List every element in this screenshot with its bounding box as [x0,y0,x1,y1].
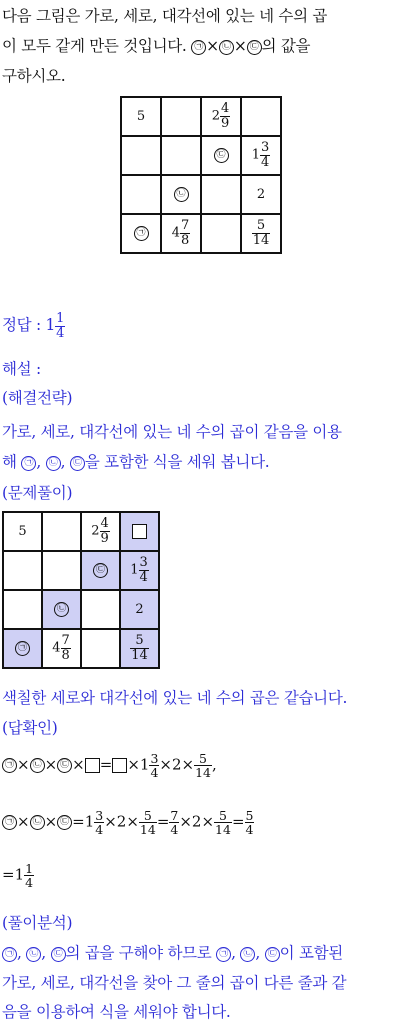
times-sign: × [44,812,58,831]
mixed-whole: 2 [211,109,220,124]
times-sign: × [17,755,30,774]
grid-cell [241,175,281,214]
blank-box-icon [85,758,100,773]
explanation-label: 해설 : [2,360,41,378]
fraction [61,634,71,662]
denominator: 14 [215,822,231,838]
eq-text: ×2× [159,755,195,774]
grid-cell [241,97,281,136]
times-sign: × [17,812,30,831]
fraction [245,809,255,836]
grid-cell [161,136,201,175]
grid-cell [42,629,81,668]
grid-cell [201,136,241,175]
denominator: 4 [139,570,148,585]
numerator: 7 [181,218,190,234]
answer-fraction [55,312,65,340]
eq-text: ×2× [104,812,139,831]
solve-heading: (문제풀이) [2,484,73,502]
cell-value: 5 [136,109,146,124]
grid-cell [201,97,241,136]
eq-text: , [211,755,217,774]
grid-cell-shaded [3,629,42,668]
fraction [139,556,149,584]
denominator: 14 [195,765,211,781]
strategy-line-1: 가로, 세로, 대각선에 있는 네 수의 곱이 같음을 이용 [2,423,342,441]
solution-grid [2,511,160,669]
circle-giyeok-icon: ㉠ [134,226,149,241]
numerator: 7 [170,808,179,823]
numerator: 3 [139,555,148,571]
equation-2 [2,809,254,836]
strategy-text: 해 [2,453,22,471]
circle-nieun-icon: ㉡ [30,758,45,773]
answer-label: 정답 : [2,316,46,335]
strategy-text: 을 포함한 식을 세워 봅니다. [84,453,270,471]
numerator: 5 [214,809,232,823]
circle-digeut-icon: ㉢ [51,947,66,962]
grid-cell [241,136,281,175]
numerator: 5 [130,634,149,649]
denominator: 4 [25,875,34,891]
numerator: 5 [252,219,271,234]
equals-sign: = [156,812,170,831]
numerator: 1 [56,311,65,326]
numerator: 4 [221,101,230,117]
problem-line-1: 다음 그림은 가로, 세로, 대각선에 있는 네 수의 곱 [2,7,328,25]
circle-giyeok-icon: ㉠ [15,641,30,656]
analysis-text: 의 곱을 구해야 하므로 [65,944,217,962]
times-sign: × [206,37,219,55]
circle-nieun-icon: ㉡ [46,456,61,471]
fraction [94,809,104,836]
equals-sign: = [99,755,113,774]
numerator: 3 [150,751,159,766]
denominator: 14 [139,822,156,838]
grid-cell-shaded [120,629,159,668]
mixed-whole: 1 [130,563,139,578]
denominator: 14 [131,648,148,663]
circle-digeut-icon: ㉢ [214,148,229,163]
fraction [180,219,190,247]
grid-cell [201,214,241,253]
times-sign: × [233,37,247,55]
analysis-line-1 [2,941,343,963]
blank-box-icon [112,758,127,773]
fraction [24,862,34,889]
analysis-text: 이 포함된 [279,944,343,962]
denominator: 8 [61,648,70,663]
comma: , [41,944,51,962]
comma: , [17,944,27,962]
circle-nieun-icon: ㉡ [219,40,234,55]
grid-cell [121,136,161,175]
problem-line-3: 구하시오. [2,67,66,85]
circle-digeut-icon: ㉢ [57,758,72,773]
grid-cell [81,512,120,551]
comma: , [255,944,265,962]
eq-text: ×2× [179,812,215,831]
grid-cell [3,590,42,629]
numerator: 1 [25,861,34,876]
grid-cell [42,512,81,551]
analysis-heading: (풀이분석) [2,914,73,932]
circle-digeut-icon: ㉢ [247,40,262,55]
numerator: 7 [61,633,70,649]
grid-cell [42,551,81,590]
grid-cell [81,629,120,668]
denominator: 8 [181,233,190,248]
circle-giyeok-icon: ㉠ [2,947,17,962]
fraction [214,809,232,836]
grid-cell [121,214,161,253]
numerator: 4 [100,516,109,532]
analysis-line-2: 가로, 세로, 대각선을 찾아 그 줄의 곱이 다른 줄과 같 [2,974,347,992]
grid-cell [3,551,42,590]
mixed-whole: 4 [171,226,180,241]
problem-line-2-text: 이 모두 같게 만든 것입니다. [2,37,192,55]
strategy-heading: (해결전략) [2,389,73,407]
blank-box-icon [132,524,147,539]
grid-cell-shaded [120,590,159,629]
circle-giyeok-icon: ㉠ [2,815,17,830]
problem-grid [120,96,282,254]
grid-cell [121,97,161,136]
grid-cell [241,214,281,253]
circle-giyeok-icon: ㉠ [191,40,206,55]
denominator: 14 [252,233,270,248]
problem-line-2-end: 의 값을 [261,37,311,55]
denominator: 4 [95,822,104,838]
analysis-line-3: 음을 이용하여 식을 세워야 합니다. [2,1003,231,1021]
fraction [100,517,110,545]
check-heading: (답확인) [2,719,58,737]
circle-digeut-icon: ㉢ [93,563,108,578]
mixed-whole: 2 [91,524,100,539]
grid-cell [81,590,120,629]
times-sign: × [44,755,58,774]
circle-giyeok-icon: ㉠ [216,947,231,962]
grid-cell [121,175,161,214]
grid-cell [161,214,201,253]
circle-digeut-icon: ㉢ [265,947,280,962]
equation-3 [2,862,34,889]
comma: , [60,453,70,471]
fraction [169,809,179,836]
fraction [149,752,159,779]
numerator: 5 [139,809,157,823]
cell-value: 2 [135,602,144,617]
circle-nieun-icon: ㉡ [240,947,255,962]
grid-cell-shaded [120,512,159,551]
denominator: 9 [100,531,109,546]
grid-cell [161,175,201,214]
circle-digeut-icon: ㉢ [57,815,72,830]
circle-giyeok-icon: ㉠ [2,758,17,773]
fraction [194,752,212,779]
times-sign: × [72,755,85,774]
denominator: 4 [245,822,254,838]
problem-line-2 [2,34,310,56]
strategy-line-2 [2,450,269,472]
shaded-note: 색칠한 세로와 대각선에 있는 네 수의 곱은 같습니다. [2,689,348,707]
circle-nieun-icon: ㉡ [54,602,69,617]
grid-cell [3,512,42,551]
fraction [252,219,271,247]
denominator: 4 [150,765,159,781]
eq-text: =1 [2,865,25,884]
eq-text: =1 [72,812,95,831]
grid-cell [161,97,201,136]
answer-whole: 1 [45,316,56,335]
comma: , [231,944,241,962]
circle-giyeok-icon: ㉠ [21,456,36,471]
circle-nieun-icon: ㉡ [26,947,41,962]
grid-cell [201,175,241,214]
mixed-whole: 1 [251,148,260,163]
numerator: 3 [261,140,270,156]
grid-cell-shaded [81,551,120,590]
denominator: 4 [261,155,270,170]
denominator: 9 [221,116,230,131]
circle-digeut-icon: ㉢ [70,456,85,471]
answer-line [2,312,65,340]
numerator: 5 [194,752,212,766]
fraction [130,634,149,662]
mixed-whole: 4 [52,641,61,656]
equation-1 [2,752,217,779]
denominator: 4 [170,822,179,838]
cell-value: 5 [18,524,27,539]
cell-value: 2 [256,187,266,202]
eq-text: ×1 [127,755,150,774]
comma: , [36,453,46,471]
fraction [260,141,270,169]
circle-nieun-icon: ㉡ [30,815,45,830]
denominator: 4 [56,325,65,341]
fraction [220,102,230,130]
circle-nieun-icon: ㉡ [174,187,189,202]
numerator: 3 [95,808,104,823]
fraction [139,809,157,836]
equals-sign: = [231,812,245,831]
grid-cell-shaded [120,551,159,590]
grid-cell-shaded [42,590,81,629]
numerator: 5 [245,808,254,823]
